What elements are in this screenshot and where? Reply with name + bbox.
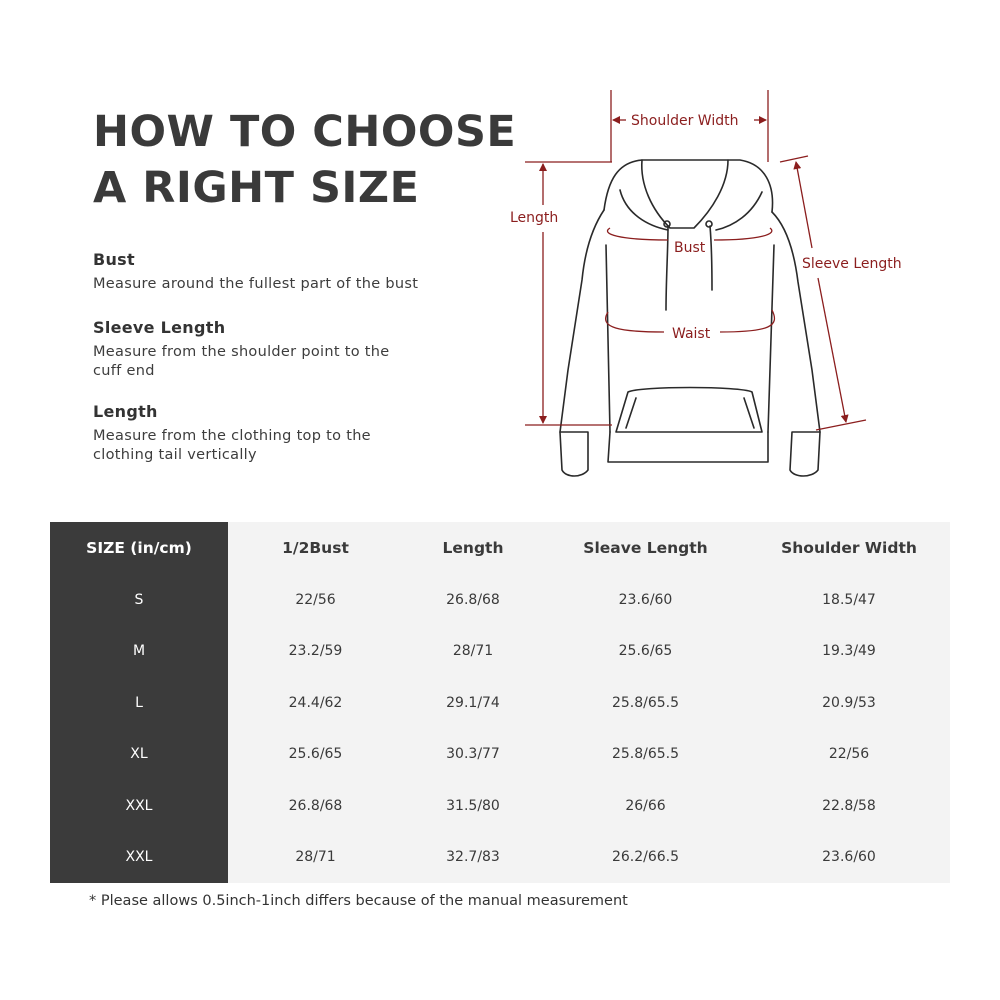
title-line-2: A RIGHT SIZE [93,163,420,213]
table-cell: 25.8/65.5 [543,677,748,729]
waist-label: Waist [672,326,711,342]
shoulder-width-label: Shoulder Width [631,113,739,129]
table-cell: 25.6/65 [543,626,748,678]
header-length: Length [403,522,543,574]
length-label: Length [510,210,559,226]
table-cell: 25.6/65 [228,729,403,781]
table-row [50,626,950,678]
table-row [50,780,950,832]
header-sleeve-length: Sleave Length [543,522,748,574]
guide-title: Length [93,402,158,421]
table-cell: 30.3/77 [403,729,543,781]
size-cell: XL [50,729,228,781]
guide-description: Measure from the shoulder point to the cuff end [93,344,390,379]
table-cell: 23.6/60 [748,832,950,884]
table-cell: 20.9/53 [748,677,950,729]
measurement-disclaimer: * Please allows 0.5inch-1inch differs because of the manual measurement [89,893,628,909]
guide-title: Sleeve Length [93,318,226,337]
table-cell: 31.5/80 [403,780,543,832]
guide-title: Bust [93,250,135,269]
header-shoulder-width: Shoulder Width [748,522,950,574]
size-chart-table [50,522,950,883]
guide-bust [93,250,453,294]
bust-label: Bust [674,240,706,256]
table-cell: 26.8/68 [403,574,543,626]
table-row [50,677,950,729]
size-cell: L [50,677,228,729]
size-cell: XXL [50,780,228,832]
table-cell: 26.2/66.5 [543,832,748,884]
table-row [50,832,950,884]
guide-length [93,402,453,465]
table-cell: 22/56 [228,574,403,626]
size-cell: M [50,626,228,678]
table-cell: 18.5/47 [748,574,950,626]
table-cell: 19.3/49 [748,626,950,678]
table-row [50,574,950,626]
table-cell: 26/66 [543,780,748,832]
guide-sleeve-length [93,318,453,381]
table-row [50,729,950,781]
header-size: SIZE (in/cm) [50,522,228,574]
table-cell: 32.7/83 [403,832,543,884]
table-cell: 25.8/65.5 [543,729,748,781]
header-half-bust: 1/2Bust [228,522,403,574]
page-title [93,104,517,216]
table-cell: 29.1/74 [403,677,543,729]
table-header-row [50,522,950,574]
size-cell: S [50,574,228,626]
table-cell: 28/71 [403,626,543,678]
title-line-1: HOW TO CHOOSE [93,107,517,157]
size-cell: XXL [50,832,228,884]
guide-description: Measure around the fullest part of the bust [93,276,419,292]
hoodie-outline-icon [560,160,820,476]
sleeve-length-label: Sleeve Length [802,256,902,272]
table-cell: 26.8/68 [228,780,403,832]
hoodie-measurement-diagram [490,80,910,490]
guide-description: Measure from the clothing top to the clothing tail vertically [93,428,371,463]
table-cell: 23.2/59 [228,626,403,678]
table-cell: 28/71 [228,832,403,884]
table-cell: 24.4/62 [228,677,403,729]
table-cell: 23.6/60 [543,574,748,626]
table-cell: 22/56 [748,729,950,781]
table-cell: 22.8/58 [748,780,950,832]
